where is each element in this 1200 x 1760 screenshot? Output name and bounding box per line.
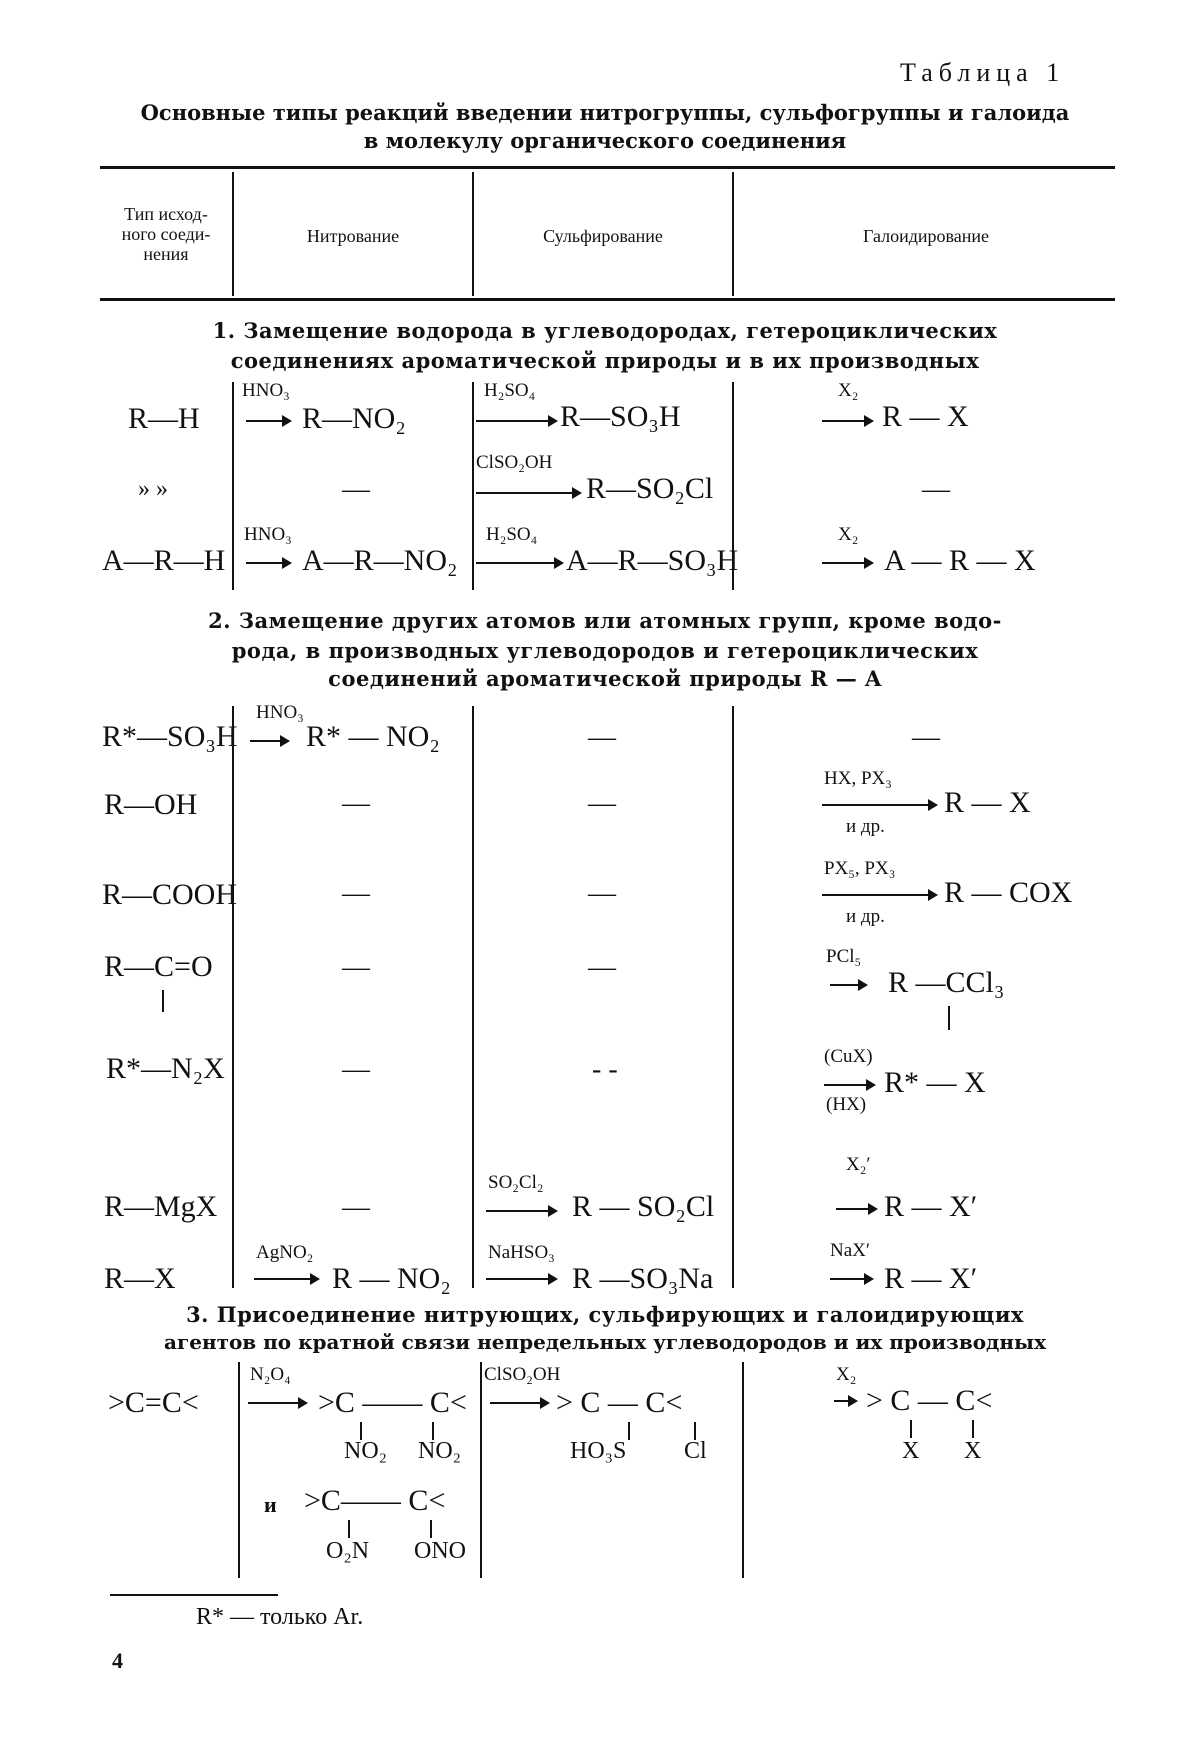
s2-row7-type: R—X <box>104 1262 176 1295</box>
s1-row3-sulfonation-product: A—R—SO₃H <box>566 544 739 577</box>
s2-row2-halogenation-reagent: HX, PX₃ <box>824 768 892 789</box>
s1-row3-nitration-arrow <box>246 562 290 564</box>
s2-row2-type: R—OH <box>104 788 198 821</box>
column-header-type: Тип исход- ного соеди- нения <box>121 204 211 264</box>
section2-title-line2: рода, в производных углеводородов и гетероциклических <box>231 638 979 663</box>
s2-row6-type: R—MgX <box>104 1190 218 1223</box>
s3-type: >C=C< <box>108 1386 199 1419</box>
s2-row6-halogenation-reagent: X₂′ <box>846 1154 871 1175</box>
s2-row1-halogenation-product: — <box>912 722 940 753</box>
s3-halogenation-bond-right <box>972 1420 974 1438</box>
s2-row4-halogenation-arrow <box>830 984 866 986</box>
s3-nitration-arrow <box>248 1402 306 1404</box>
s1-row2-sulfonation-product: R—SO₂Cl <box>586 472 714 505</box>
s1-row2-nitration-product: — <box>342 474 370 505</box>
s1-row1-nitration-reagent: HNO₃ <box>242 380 290 401</box>
s2-row5-type: R*—N₂X <box>106 1052 225 1085</box>
section1-divider-1 <box>232 382 234 590</box>
s2-row4-halogenation-bond <box>948 1006 950 1030</box>
s2-row4-type-bond <box>162 990 164 1012</box>
header-divider-1 <box>232 172 234 296</box>
s1-row1-sulfonation-reagent: H₂SO₄ <box>484 380 536 401</box>
s3-nitration-alt-bond-left <box>348 1520 350 1538</box>
table-title-line2: в молекулу органического соединения <box>363 128 847 153</box>
section3-title-line2: агентов по кратной связи непредельных углеводородов и их производных <box>164 1330 1046 1354</box>
s1-row1-sulfonation-arrow <box>476 420 556 422</box>
s2-row7-nitration-arrow <box>254 1278 318 1280</box>
s1-row3-nitration-product: A—R—NO₂ <box>302 544 458 577</box>
s2-row5-halogenation-reagent-below: (HX) <box>826 1094 867 1115</box>
s2-row3-halogenation-arrow <box>822 894 936 896</box>
s2-row3-nitration-product: — <box>342 878 370 909</box>
s3-halogenation-arrow <box>834 1400 856 1402</box>
s2-row3-halogenation-reagent: PX₅, PX₃ <box>824 858 896 879</box>
s3-nitration-alt-right: ONO <box>414 1538 466 1564</box>
s1-row2-type: » » <box>138 476 168 502</box>
s1-row2-halogenation-product: — <box>922 474 950 505</box>
footnote: R* — только Ar. <box>196 1604 364 1630</box>
s2-row6-halogenation-product: R — X′ <box>884 1190 978 1223</box>
header-top-rule <box>100 166 1115 169</box>
section1-title-line1: 1. Замещение водорода в углеводородах, гетероциклических <box>212 318 998 343</box>
s2-row1-type: R*—SO₃H <box>102 720 238 753</box>
section2-divider-1 <box>232 706 234 1288</box>
s1-row1-nitration-arrow <box>246 420 290 422</box>
table-label: Таблица 1 <box>900 58 1066 87</box>
s3-halogenation-reagent: X₂ <box>836 1364 857 1385</box>
section3-divider-1 <box>238 1362 240 1578</box>
s2-row5-halogenation-product: R* — X <box>884 1066 986 1099</box>
section3-divider-2 <box>480 1362 482 1578</box>
s2-row4-nitration-product: — <box>342 952 370 983</box>
s2-row2-sulfonation-product: — <box>588 788 616 819</box>
s3-sulfonation-sub-right: Cl <box>684 1438 707 1464</box>
s2-row3-sulfonation-product: — <box>588 878 616 909</box>
s2-row4-halogenation-product: R —CCl₃ <box>888 966 1005 999</box>
s2-row3-halogenation-reagent-below: и др. <box>846 906 885 927</box>
table-title-line1: Основные типы реакций введении нитрогруппы, сульфогруппы и галоида <box>140 100 1070 125</box>
s3-nitration-alt-bond-right <box>430 1520 432 1538</box>
s2-row5-sulfonation-product: - - <box>592 1054 618 1085</box>
s2-row1-sulfonation-product: — <box>588 722 616 753</box>
s1-row3-halogenation-reagent: X₂ <box>838 524 859 545</box>
s2-row4-sulfonation-product: — <box>588 952 616 983</box>
s1-row3-sulfonation-arrow <box>476 562 562 564</box>
s3-sulfonation-sub-left: HO₃S <box>570 1438 627 1464</box>
s2-row7-halogenation-product: R — X′ <box>884 1262 978 1295</box>
s1-row1-nitration-product: R—NO₂ <box>302 402 406 435</box>
header-divider-3 <box>732 172 734 296</box>
s3-nitration-conj: и <box>264 1492 277 1517</box>
header-divider-2 <box>472 172 474 296</box>
s2-row6-sulfonation-arrow <box>486 1210 556 1212</box>
page-number: 4 <box>112 1648 123 1673</box>
column-header-nitration: Нитрование <box>306 226 400 246</box>
s2-row7-halogenation-arrow <box>830 1278 872 1280</box>
footnote-rule <box>110 1594 278 1596</box>
s2-row4-type: R—C=O <box>104 950 213 983</box>
s1-row2-sulfonation-reagent: ClSO₂OH <box>476 452 553 473</box>
s1-row3-type: A—R—H <box>102 544 226 577</box>
s3-sulfonation-bond-left <box>628 1422 630 1440</box>
header-bottom-rule <box>100 298 1115 301</box>
s2-row1-nitration-product: R* — NO₂ <box>306 720 440 753</box>
s1-row2-sulfonation-arrow <box>476 492 580 494</box>
s1-row1-halogenation-product: R — X <box>882 400 969 433</box>
s2-row6-nitration-product: — <box>342 1192 370 1223</box>
s2-row5-halogenation-reagent: (CuX) <box>824 1046 873 1067</box>
s3-sulfonation-arrow <box>490 1402 548 1404</box>
s1-row3-sulfonation-reagent: H₂SO₄ <box>486 524 538 545</box>
s3-nitration-sub-right: NO₂ <box>418 1438 462 1464</box>
s2-row3-type: R—COOH <box>102 878 238 911</box>
s2-row2-halogenation-product: R — X <box>944 786 1031 819</box>
s3-sulfonation-product-top: > C — C< <box>556 1386 683 1419</box>
s1-row1-sulfonation-product: R—SO₃H <box>560 400 681 433</box>
s3-nitration-alt-top: >C—— C< <box>304 1484 446 1517</box>
s3-nitration-product-top: >C —— C< <box>318 1386 467 1419</box>
s2-row6-halogenation-arrow <box>836 1208 876 1210</box>
section2-title-line3: соединений ароматической природы R — A <box>328 666 882 691</box>
s3-nitration-sub-left: NO₂ <box>344 1438 388 1464</box>
s2-row6-sulfonation-reagent: SO₂Cl₂ <box>488 1172 544 1193</box>
s2-row2-halogenation-reagent-below: и др. <box>846 816 885 837</box>
s2-row1-nitration-arrow <box>250 740 288 742</box>
s3-sulfonation-reagent: ClSO₂OH <box>484 1364 561 1385</box>
s3-halogenation-sub-left: X <box>902 1438 920 1464</box>
s2-row2-nitration-product: — <box>342 788 370 819</box>
column-header-halogenation: Галоидирование <box>862 226 990 246</box>
section3-divider-3 <box>742 1362 744 1578</box>
s1-row3-halogenation-product: A — R — X <box>884 544 1036 577</box>
s2-row7-sulfonation-arrow <box>486 1278 556 1280</box>
s2-row7-nitration-product: R — NO₂ <box>332 1262 451 1295</box>
s3-nitration-alt-left: O₂N <box>326 1538 370 1564</box>
section2-divider-2 <box>472 706 474 1288</box>
s2-row2-halogenation-arrow <box>822 804 936 806</box>
s2-row5-nitration-product: — <box>342 1054 370 1085</box>
s3-halogenation-bond-left <box>910 1420 912 1438</box>
s2-row3-halogenation-product: R — COX <box>944 876 1073 909</box>
s2-row7-halogenation-reagent: NaX′ <box>830 1240 871 1261</box>
section3-title-line1: 3. Присоединение нитрующих, сульфирующих и галоидирующих <box>186 1302 1024 1327</box>
s3-nitration-reagent: N₂O₄ <box>250 1364 291 1385</box>
column-header-sulfonation: Сульфирование <box>543 226 663 246</box>
s2-row7-nitration-reagent: AgNO₂ <box>256 1242 314 1263</box>
section1-title-line2: соединениях ароматической природы и в их производных <box>230 348 980 373</box>
s2-row6-sulfonation-product: R — SO₂Cl <box>572 1190 715 1223</box>
s2-row7-sulfonation-reagent: NaHSO₃ <box>488 1242 555 1263</box>
s2-row5-halogenation-arrow <box>824 1084 874 1086</box>
s2-row1-nitration-reagent: HNO₃ <box>256 702 304 723</box>
section2-title-line1: 2. Замещение других атомов или атомных групп, кроме водо- <box>208 608 1002 633</box>
s2-row4-halogenation-reagent: PCl₅ <box>826 946 862 967</box>
s3-halogenation-product-top: > C — C< <box>866 1384 993 1417</box>
section2-divider-3 <box>732 706 734 1288</box>
s1-row1-halogenation-reagent: X₂ <box>838 380 859 401</box>
s1-row3-nitration-reagent: HNO₃ <box>244 524 292 545</box>
s1-row3-halogenation-arrow <box>822 562 872 564</box>
s2-row7-sulfonation-product: R —SO₃Na <box>572 1262 714 1295</box>
section1-divider-2 <box>472 382 474 590</box>
s3-halogenation-sub-right: X <box>964 1438 982 1464</box>
s1-row1-halogenation-arrow <box>822 420 872 422</box>
s1-row1-type: R—H <box>128 402 200 435</box>
